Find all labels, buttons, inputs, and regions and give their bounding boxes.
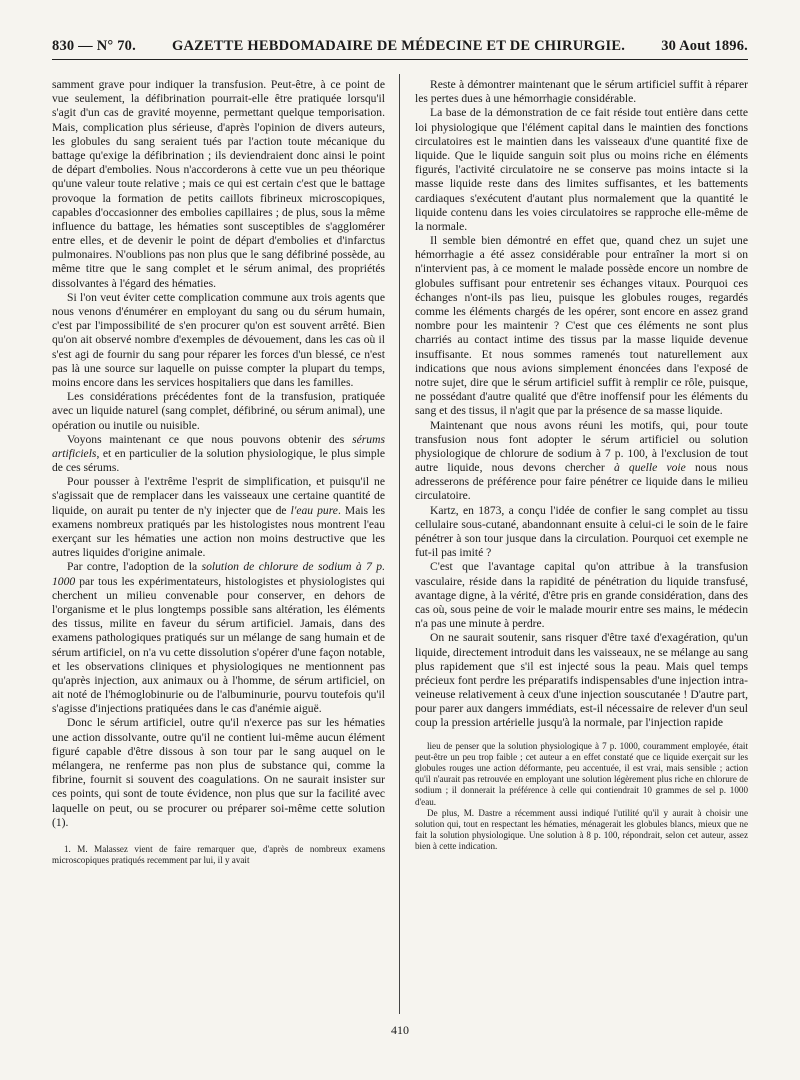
- text-run: par tous les expérimentateurs, histologistes et physiologistes qui cherchent un milieu convenable pour conserver, en dehors de l'organisme et le plus longtemps possible sans altération, les éléments des tissus, milite en faveur du sérum artificiel. Jamais, dans des examens pathologiques pratiqués sur un mélange de sang humain et de sérum artificiel, on n'a vu cette dissolution s'opérer d'une façon notable, et les observations cliniques et physiologiques ne mentionnent pas qu'après injection, aux animaux ou à l'homme, de sérum artificiel, on ait noté de l'hémoglobinurie ou de l'albuminurie, pourvu toutefois qu'il s'agisse d'injections pratiquées dans le cas d'anémie aiguë.: [52, 574, 385, 716]
- footnote-text: 1. M. Malassez vient de faire remarquer que, d'après de nombreux examens microscopiques pratiqués recemment par lui, il y avait: [52, 843, 385, 866]
- paragraph: Il semble bien démontré en effet que, quand chez un sujet une hémorrhagie a été assez considérable pour entraîner la mort si on n'intervient pas, à ce moment le malade possède encore un nombre de globules suffisant pour entretenir ses échanges vitaux. Pourquoi ces échanges n'ont-ils pas lieu, puisque les globules rouges, regardés comme les éléments chargés de les opérer, sont encore en assez grand nombre pour les maintenir ? C'est que ces éléments ne sont plus charriés au contact intime des tissus par la masse liquide devenue insuffisante. Et nous sommes ramenés tout naturellement aux indications que nous avions simplement énoncées dans l'exposé de notre sujet, dire que le sérum artificiel suffit à remplir ce rôle, puisque, ne possédant d'autre qualité que d'être inoffensif pour les éléments du sang et des tissus, il n'agit que par la présence de sa masse liquide.: [415, 234, 748, 418]
- text-run: . Mais les examens nombreux pratiqués par les histologistes nous montrent l'eau exerçant sur les hématies une action non moins destructive que les autres liquides d'origine animale.: [52, 503, 385, 560]
- paragraph: [52, 475, 385, 560]
- running-header: [52, 38, 748, 60]
- issue-date: 30 Aout 1896.: [661, 38, 748, 54]
- paragraph: La base de la démonstration de ce fait réside tout entière dans cette loi physiologique que l'élément capital dans le maintien des fonctions circulatoires est le maintien dans les vaisseaux d'une quantité fixe de liquide. Que le liquide sanguin soit plus ou moins riche en éléments figurés, l'activité circulatoire ne se conserve pas moins intacte si la masse liquide reste dans des limites suffisantes, et les battements cardiaques s'exécutent d'autant plus normalement que la quantité le liquide contenu dans les voies circulatoires se rapproche elle-même de la normale.: [415, 106, 748, 233]
- text-run: , et en particulier de la solution physiologique, le plus simple de ces sérums.: [52, 446, 385, 475]
- text-run: Maintenant que nous avons réuni les motifs, qui, pour toute transfusion nous font adopter le sérum artificiel ou solution physiologique de chlorure de sodium à 7 p. 100, à l'exclusion de tout autre liquide, nous devons chercher: [415, 418, 748, 475]
- paragraph: [52, 433, 385, 476]
- italic-term: à quelle voie: [613, 461, 686, 475]
- paragraph: Kartz, en 1873, a conçu l'idée de confier le sang complet au tissu cellulaire sous-cutané, abandonnant ensuite à celui-ci le soin de le faire pénétrer à son tour jusque dans la circulation. Pourquoi cet exemple ne fut-il pas imité ?: [415, 503, 748, 560]
- paragraph: [415, 419, 748, 504]
- paragraph: Reste à démontrer maintenant que le sérum artificiel suffit à réparer les pertes dues à une hémorrhagie considérable.: [415, 78, 748, 106]
- footnote: [52, 844, 385, 866]
- journal-title: GAZETTE HEBDOMADAIRE DE MÉDECINE ET DE CHIRURGIE.: [172, 38, 626, 54]
- italic-term: solution de chlorure de sodium à 7 p. 1000: [52, 560, 385, 588]
- page-label: 830 — N° 70.: [52, 38, 136, 54]
- page-number: 410: [391, 1023, 409, 1037]
- text-run: Pour pousser à l'extrême l'esprit de simplification, et puisqu'il ne s'agissait que de remplacer dans les vaisseaux une certaine quantité de liquide, on aurait pu tenter de n'y injecter que de: [52, 475, 385, 517]
- footnote-continuation: [415, 741, 748, 853]
- paragraph: Donc le sérum artificiel, outre qu'il n'exerce pas sur les hématies une action dissolvante, outre qu'il ne contient lui-même aucun élément figuré capable d'être dissous à son tour par le sang auquel on le mélangera, ne renferme pas non plus de substance qui, comme la fibrine, fournit si souvent des coagulations. On ne saurait insister sur ces points, qui sont de toute évidence, non plus que sur la facilité avec laquelle on peut, ou se procurer ou préparer soi-même cette solution (1).: [52, 716, 385, 829]
- column-divider: [399, 74, 400, 1014]
- paragraph: C'est que l'avantage capital qu'on attribue à la transfusion vasculaire, réside dans la rapidité de pénétration du liquide transfusé, avantage digne, à la vérité, d'être pris en grande considération, dans des cas où, sous peine de voir le malade mourir entre ses mains, le médecin n'a pas une minute à perdre.: [415, 560, 748, 631]
- italic-term: sérums artificiels: [52, 432, 385, 460]
- footnote-text: lieu de penser que la solution physiologique à 7 p. 1000, couramment employée, était peut-être un peu trop faible ; cet auteur a en effet constaté que ce liquide exerçait sur les globules rouges une action déformante, peu accentuée, il est vrai, mais sensible ; action qu'il n'aurait pas retrouvée en employant une solution légèrement plus riche en chlorure de sodium ; il donnerait la préférence à celle qui contiendrait 10 grammes de sel p. 1000 d'eau.: [415, 740, 748, 807]
- paragraph: On ne saurait soutenir, sans risquer d'être taxé d'exagération, qu'un liquide, directement introduit dans les vaisseaux, ne se mélange au sang plus rapidement que s'il est injecté sous la peau. Mais quel temps précieux font perdre les préparatifs indispensables d'une injection intra-veineuse relativement à ceux d'une injection souscutanée ! D'autre part, pour parer aux dangers immédiats, est-il nécessaire de relever d'un seul coup la pression artérielle jusqu'à la normale, par l'injection rapide: [415, 631, 748, 730]
- text-run: Voyons maintenant ce que nous pouvons obtenir des: [67, 432, 353, 446]
- paragraph: Si l'on veut éviter cette complication commune aux trois agents que nous venons d'énumérer en employant du sang ou du sérum humain, c'est par l'impossibilité de s'en procurer qu'on est souvent arrêté. Bien qu'on ait observé nombre d'exemples de dévouement, dans les cas où il s'est agi de fournir du sang pour réparer les forces d'un blessé, ce n'est pas là une source sur laquelle on puisse compter la plupart du temps, moins encore dans les services hospitaliers que dans les familles.: [52, 290, 385, 389]
- text-run: nous nous adresserons de préférence pour faire pénétrer ce liquide dans le milieu circulatoire.: [415, 461, 748, 503]
- paragraph: [52, 560, 385, 716]
- paragraph: Les considérations précédentes font de la transfusion, pratiquée avec un liquide naturel (sang complet, défibriné, ou sérum animal), une opération ou inutile ou nuisible.: [52, 390, 385, 432]
- paragraph: samment grave pour indiquer la transfusion. Peut-être, à ce point de vue seulement, la défibrination pourrait-elle être pratiquée lorsqu'il s'agit d'un cas de gravité moyenne, permettant quelque temporisation. Mais, complication plus sérieuse, d'après l'opinion de divers auteurs, les globules du sang seraient tués par l'action toute mécanique du battage qu'exige la défibrination ; ils deviendraient donc ainsi le point de départ d'embolies. Nous n'accorderons à cette vue un peu théorique qu'une valeur toute relative ; mais ce qui est certain c'est que le battage provoque la formation de petits caillots fibrineux microscopiques, capables d'occasionner des embolies capillaires ; de plus, sous la même influence du battage, les hématies sont susceptibles de s'agglomérer entre elles, et de devenir le point de départ d'embolies et d'infarctus pulmonaires. N'oublions pas non plus que le sang défibriné possède, au même titre que le sang complet et le sérum animal, des propriétés dissolvantes à l'égard des hématies.: [52, 78, 385, 290]
- text-run: Par contre, l'adoption de la: [67, 560, 202, 574]
- italic-term: l'eau pure: [290, 503, 338, 517]
- right-column: [415, 78, 748, 853]
- footnote-text: De plus, M. Dastre a récemment aussi indiqué l'utilité qu'il y aurait à choisir une solution qui, tout en respectant les hématies, ménagerait les globules blancs, mieux que ne fait la solution physiologique. Une solution à 8 p. 100, répondrait, selon cet auteur, assez bien à cette indication.: [415, 807, 748, 852]
- left-column: [52, 78, 385, 866]
